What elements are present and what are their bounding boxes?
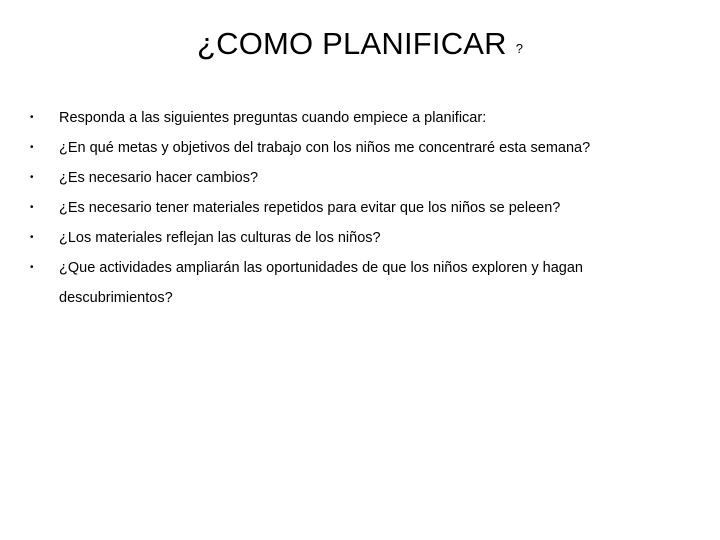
bullet-item	[30, 223, 690, 253]
bullet-dot-icon: •	[30, 142, 34, 153]
bullet-text: ¿Los materiales reflejan las culturas de los niños?	[59, 230, 381, 246]
bullet-dot-icon: •	[30, 202, 34, 213]
slide-title	[0, 26, 720, 62]
bullet-item	[30, 163, 690, 193]
bullet-dot-icon: •	[30, 172, 34, 183]
bullet-text: ¿Es necesario tener materiales repetidos para evitar que los niños se peleen?	[59, 200, 561, 216]
bullet-text: ¿Que actividades ampliarán las oportunidades de que los niños exploren y hagan descubrimientos?	[59, 260, 583, 306]
bullet-dot-icon: •	[30, 112, 34, 123]
bullet-item	[30, 253, 690, 313]
bullet-text: ¿En qué metas y objetivos del trabajo con los niños me concentraré esta semana?	[59, 140, 591, 156]
bullet-dot-icon: •	[30, 262, 34, 273]
bullet-dot-icon: •	[30, 232, 34, 243]
bullet-item	[30, 133, 690, 163]
slide-title-text: ¿COMO PLANIFICAR	[196, 26, 507, 61]
bullet-item	[30, 103, 690, 133]
bullet-text: Responda a las siguientes preguntas cuando empiece a planificar:	[59, 110, 487, 126]
bullet-list	[30, 103, 690, 313]
bullet-item	[30, 193, 690, 223]
bullet-text: ¿Es necesario hacer cambios?	[59, 170, 259, 186]
slide-title-question-mark: ?	[515, 41, 523, 56]
